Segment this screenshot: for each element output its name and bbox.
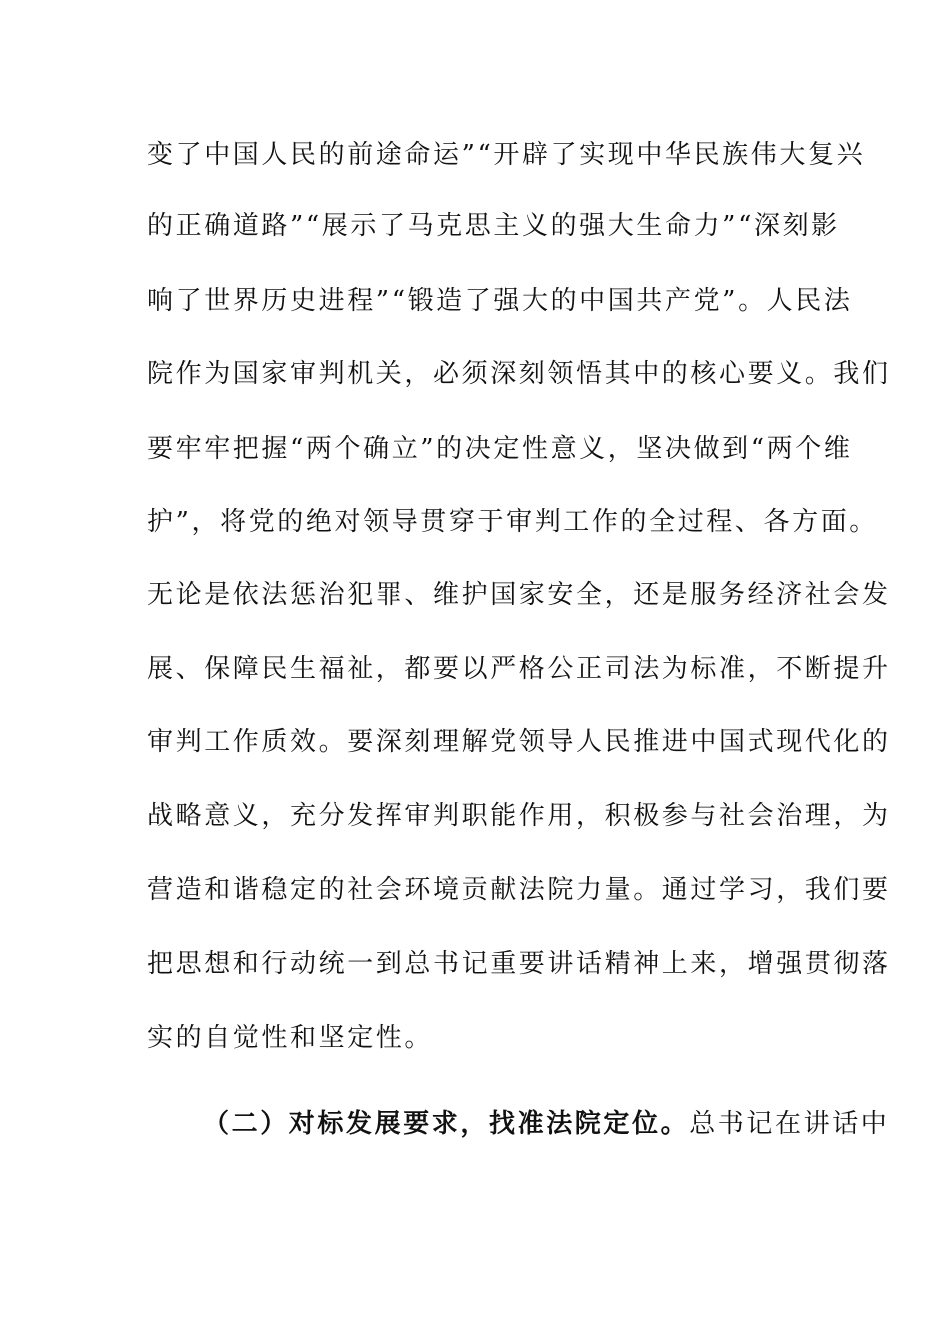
paragraph-line: 实的自觉性和坚定性。 bbox=[147, 1023, 434, 1053]
paragraph-line: 把思想和行动统一到总书记重要讲话精神上来，增强贯彻落 bbox=[147, 949, 891, 979]
paragraph-line: 的正确道路”“展示了马克思主义的强大生命力”“深刻影 bbox=[147, 211, 840, 241]
paragraph-line: 审判工作质效。要深刻理解党领导人民推进中国式现代化的 bbox=[147, 727, 891, 757]
paragraph-line: 战略意义，充分发挥审判职能作用，积极参与社会治理，为 bbox=[147, 801, 891, 831]
paragraph-line: 营造和谐稳定的社会环境贡献法院力量。通过学习，我们要 bbox=[147, 875, 891, 905]
section-2-line bbox=[203, 1107, 890, 1141]
section-2-heading: （二）对标发展要求，找准法院定位。 bbox=[203, 1109, 690, 1139]
paragraph-line: 要牢牢把握“两个确立”的决定性意义，坚决做到“两个维 bbox=[147, 434, 853, 464]
paragraph-line: 无论是依法惩治犯罪、维护国家安全，还是服务经济社会发 bbox=[147, 580, 891, 610]
paragraph-line: 护”，将党的绝对领导贯穿于审判工作的全过程、各方面。 bbox=[147, 507, 878, 537]
paragraph-line: 变了中国人民的前途命运”“开辟了实现中华民族伟大复兴 bbox=[147, 140, 866, 170]
paragraph-line: 展、保障民生福祉，都要以严格公正司法为标准，不断提升 bbox=[147, 654, 891, 684]
paragraph-line: 响了世界历史进程”“锻造了强大的中国共产党”。人民法 bbox=[147, 286, 853, 316]
paragraph-line: 院作为国家审判机关，必须深刻领悟其中的核心要义。我们 bbox=[147, 359, 891, 389]
section-2-text: 总书记在讲话中 bbox=[689, 1109, 890, 1139]
